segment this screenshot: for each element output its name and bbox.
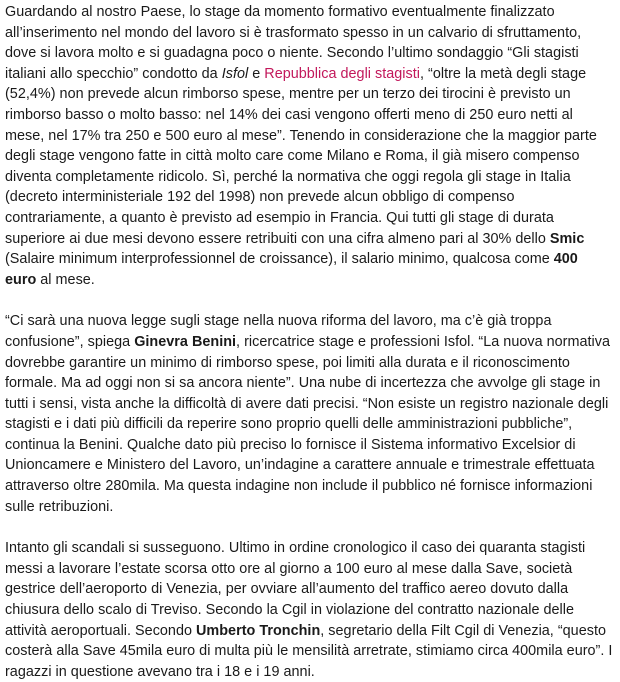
text-segment: “Ci sarà una nuova legge sugli stage nella nuova riforma del lavoro, ma c’è già troppa confusione”, spiega	[5, 313, 552, 350]
person-ginevra-benini: Ginevra Benini	[134, 333, 237, 350]
text-segment: Guardando al nostro Paese, lo stage da momento formativo eventualmente finalizzato all’inserimento nel mondo del lavoro si è trasformato spesso in un calvario di sfruttamento, dove si lavora molto e si guadagna poco o niente. Secondo l’ultimo sondaggio “Gli stagisti italiani allo specchio” condotto da	[5, 4, 582, 82]
repubblica-degli-stagisti-link[interactable]: Repubblica degli stagisti	[264, 65, 420, 82]
text-segment: (Salaire minimum interprofessionnel de croissance), il salario minimo, qualcosa come	[5, 251, 554, 268]
text-segment: e	[248, 65, 265, 82]
paragraph-1	[5, 2, 613, 290]
article-body	[5, 2, 613, 682]
source-isfol: Isfol	[221, 65, 249, 82]
text-segment: , ricercatrice stage e professioni Isfol. “La nuova normativa dovrebbe garantire un minimo di rimborso spese, poi limiti alla durata e il riconoscimento formale. Ma ad oggi non si sa ancora niente”. Una nube di incertezza che avvolge gli stage in tutti i sensi, vista anche la difficoltà di avere dati precisi. “Non esiste un registro nazionale degli stagisti e i dati più difficili da reperire sono proprio quelli delle amministrazioni pubbliche”, continua la Benini. Qualche dato più preciso lo fornisce il Sistema informativo Excelsior di Unioncamere e Ministero del Lavoro, un’indagine a carattere annuale e trimestrale effettuata attraverso oltre 280mila. Ma questa indagine non include il pubblico né fornisce informazioni sulle retribuzioni.	[5, 333, 610, 515]
paragraph-3	[5, 538, 613, 682]
text-segment: , segretario della Filt Cgil di Venezia, “questo costerà alla Save 45mila euro di multa più le mensilità arretrate, stimiamo circa 400mila euro”. I ragazzi in questione avevano tra i 18 e i 19 anni.	[5, 622, 613, 680]
person-umberto-tronchin: Umberto Tronchin	[196, 622, 321, 639]
smic-term: Smic	[549, 230, 585, 247]
salary-amount: 400 euro	[5, 251, 578, 288]
text-segment: al mese.	[36, 271, 95, 288]
text-segment: Intanto gli scandali si susseguono. Ultimo in ordine cronologico il caso dei quaranta stagisti messi a lavorare l’estate scorsa otto ore al giorno a 100 euro al mese dalla Save, società gestrice dell’aeroporto di Venezia, per ovviare all’aumento del traffico aereo dovuto dalla chiusura dello scalo di Treviso. Secondo la Cgil in violazione del contratto nazionale delle attività aeroportuali. Secondo	[5, 540, 586, 639]
paragraph-2	[5, 311, 613, 517]
text-segment: , “oltre la metà degli stage (52,4%) non prevede alcun rimborso spese, mentre per un terzo dei tirocini è previsto un rimborso basso o molto basso: nel 14% dei casi vengono offerti meno di 250 euro netti al mese, nel 17% tra 250 e 500 euro al mese”. Tenendo in considerazione che la maggior parte degli stage vengono fatte in città molto care come Milano e Roma, il già misero compenso diventa completamente ridicolo. Sì, perché la normativa che oggi regola gli stage in Italia (decreto interministeriale 192 del 1998) non prevede alcun obbligo di compenso contrariamente, a quanto è previsto ad esempio in Francia. Qui tutti gli stage di durata superiore ai due mesi devono essere retribuiti con una cifra almeno pari al 30% dello	[5, 65, 597, 247]
